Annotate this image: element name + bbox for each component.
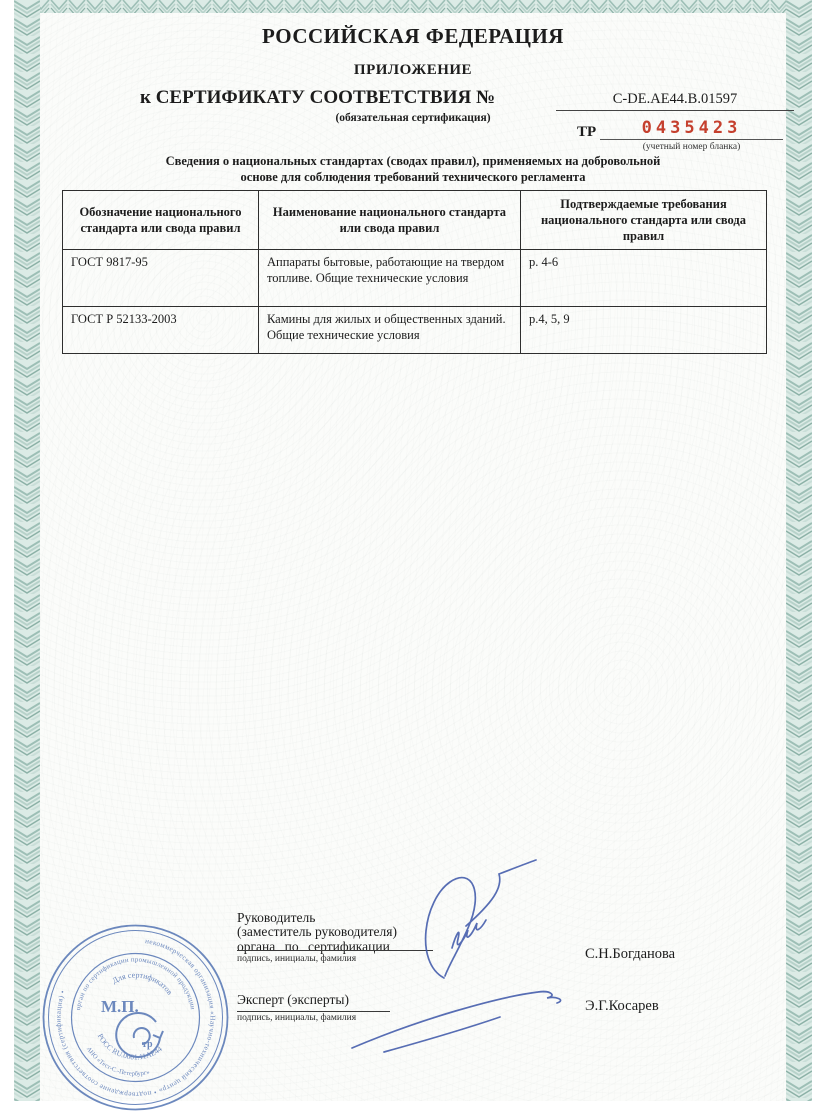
- blank-number: 0435423: [600, 118, 783, 140]
- certificate-line: к СЕРТИФИКАТУ СООТВЕТСТВИЯ №: [140, 87, 496, 108]
- table-row: [63, 307, 767, 354]
- handwritten-signatures: [330, 858, 600, 1058]
- head-role-line1: Руководитель: [237, 910, 316, 925]
- cell-name: Аппараты бытовые, работающие на твердом топливе. Общие технические условия: [259, 250, 521, 307]
- certification-kind: (обязательная сертификация): [335, 112, 491, 124]
- head-name: С.Н.Богданова: [585, 946, 676, 962]
- annex-title: ПРИЛОЖЕНИЕ: [353, 62, 473, 78]
- border-strip-left: [14, 0, 40, 1101]
- expert-signature-stroke: [352, 992, 561, 1048]
- head-role-line2: (заместитель руководителя): [237, 924, 397, 940]
- col-name: Наименование национального стандарта или свода правил: [259, 191, 521, 250]
- table-intro: [60, 153, 766, 185]
- head-signature-caption: подпись, инициалы, фамилия: [237, 954, 357, 964]
- certification-stamp: [38, 920, 233, 1115]
- tr-label: ТР: [577, 124, 597, 140]
- border-strip-top: [14, 0, 812, 13]
- cell-requirements: р.4, 5, 9: [521, 307, 767, 354]
- col-requirements: Подтверждаемые требования национального стандарта или свода правил: [521, 191, 767, 250]
- cell-designation: ГОСТ Р 52133-2003: [63, 307, 259, 354]
- page-title: РОССИЙСКАЯ ФЕДЕРАЦИЯ: [262, 24, 564, 48]
- cell-designation: ГОСТ 9817-95: [63, 250, 259, 307]
- expert-name: Э.Г.Косарев: [585, 998, 659, 1014]
- head-role-line3: органа по сертификации: [237, 938, 390, 954]
- certificate-number: C-DE.AE44.B.01597: [556, 91, 794, 111]
- head-signature-stroke: [426, 878, 476, 978]
- blank-number-caption: (учетный номер бланка): [642, 142, 741, 152]
- stamp-purpose-text: Для сертификатов: [110, 970, 175, 997]
- cell-requirements: р. 4-6: [521, 250, 767, 307]
- border-strip-right: [786, 0, 812, 1101]
- stamp-middle-ring-text: орган по сертификации промышленной продукции: [74, 956, 196, 1011]
- table-row: [63, 250, 767, 307]
- stamp-outer-ring-text: некоммерческая организация «Научно-технический центр» • подтверждение соответствия (сертификация) •: [54, 937, 217, 1099]
- expert-role-label: Эксперт (эксперты): [237, 993, 390, 1012]
- cell-name: Камины для жилых и общественных зданий. Общие технические условия: [259, 307, 521, 354]
- expert-signature-caption: подпись, инициалы, фамилия: [237, 1013, 357, 1023]
- table-header-row: [63, 191, 767, 250]
- stamp-org-name: АНО «Тест-С.-Петербург»: [84, 1045, 151, 1078]
- stamp-mp-text: М.П.: [101, 997, 139, 1016]
- stamp-ross-number: РОСС RU.0001.11АЕ44: [95, 1032, 164, 1062]
- stamp-logo-letters: тр: [142, 1039, 153, 1050]
- svg-text:РОСС RU.0001.11АЕ44: [96, 1032, 164, 1061]
- standards-table: [62, 190, 767, 354]
- intro-line-1: Сведения о национальных стандартах (сводах правил), применяемых на добровольной: [165, 154, 661, 168]
- col-designation: Обозначение национального стандарта или свода правил: [63, 191, 259, 250]
- intro-line-2: основе для соблюдения требований технического регламента: [240, 170, 586, 184]
